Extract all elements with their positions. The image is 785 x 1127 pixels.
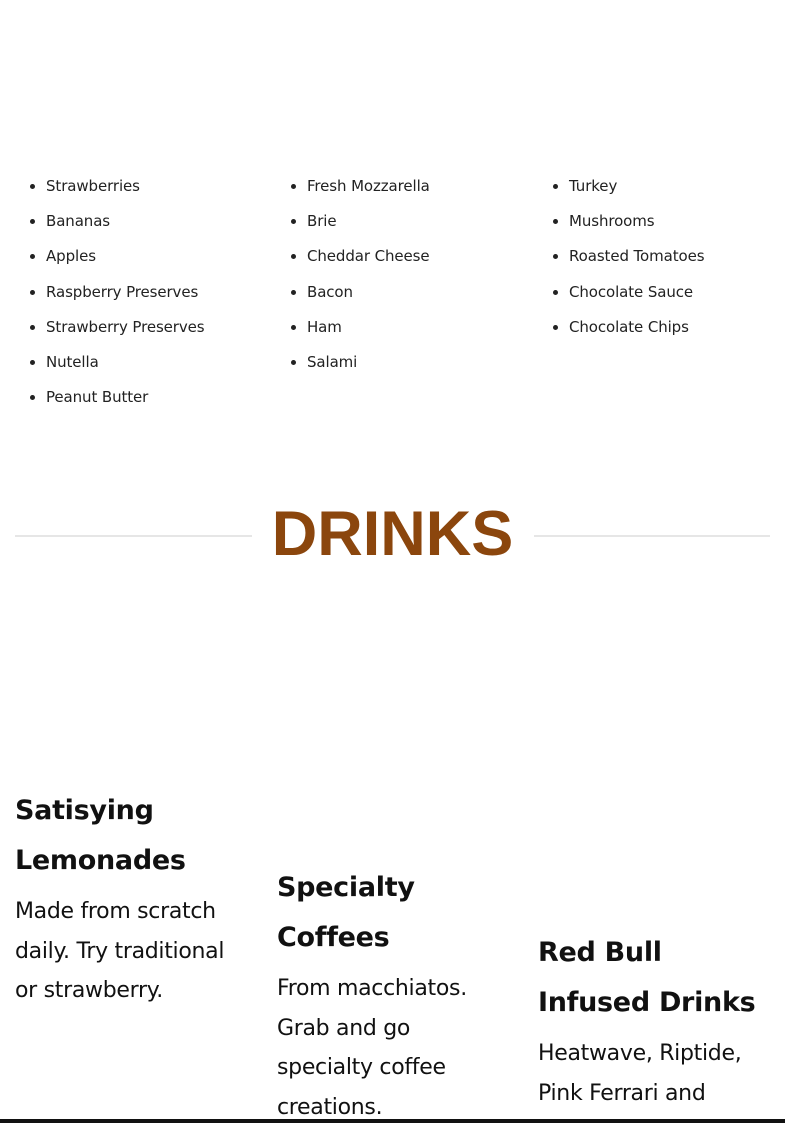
list-item: • Brie — [307, 211, 430, 246]
list-item: • Mushrooms — [569, 211, 704, 246]
drink-title: Satisying Lemonades — [15, 795, 186, 876]
drinks-section-header — [15, 498, 770, 578]
list-item: • Strawberry Preserves — [46, 317, 204, 352]
list-item: • Bacon — [307, 282, 430, 317]
drink-card-coffees — [277, 863, 509, 1127]
list-item: • Fresh Mozzarella — [307, 176, 430, 211]
drink-card-red-bull — [538, 928, 770, 1113]
drink-description: Heatwave, Riptide, Pink Ferrari and — [538, 1041, 742, 1106]
drink-title: Red Bull Infused Drinks — [538, 937, 756, 1018]
list-item: • Nutella — [46, 352, 204, 387]
drink-description: Made from scratch daily. Try traditional or strawberry. — [15, 899, 225, 1003]
toppings-column-1 — [15, 176, 204, 422]
divider-line-right — [534, 535, 770, 537]
list-item: • Chocolate Sauce — [569, 282, 704, 317]
list-item: • Strawberries — [46, 176, 204, 211]
list-item: • Raspberry Preserves — [46, 282, 204, 317]
list-item: • Chocolate Chips — [569, 317, 704, 352]
toppings-list — [538, 176, 704, 352]
list-item: • Bananas — [46, 211, 204, 246]
section-title: DRINKS — [271, 499, 514, 569]
toppings-column-2 — [276, 176, 430, 387]
list-item: • Turkey — [569, 176, 704, 211]
toppings-list — [15, 176, 204, 422]
list-item: • Cheddar Cheese — [307, 246, 430, 281]
list-item: • Ham — [307, 317, 430, 352]
bottom-bar — [0, 1119, 785, 1123]
drink-card-lemonades — [15, 786, 247, 1011]
drink-title: Specialty Coffees — [277, 872, 415, 953]
list-item: • Apples — [46, 246, 204, 281]
list-item: • Peanut Butter — [46, 387, 204, 422]
toppings-column-3 — [538, 176, 704, 352]
list-item: • Roasted Tomatoes — [569, 246, 704, 281]
toppings-list — [276, 176, 430, 387]
list-item: • Salami — [307, 352, 430, 387]
drink-description: From macchiatos. Grab and go specialty coffee creations. — [277, 976, 467, 1120]
